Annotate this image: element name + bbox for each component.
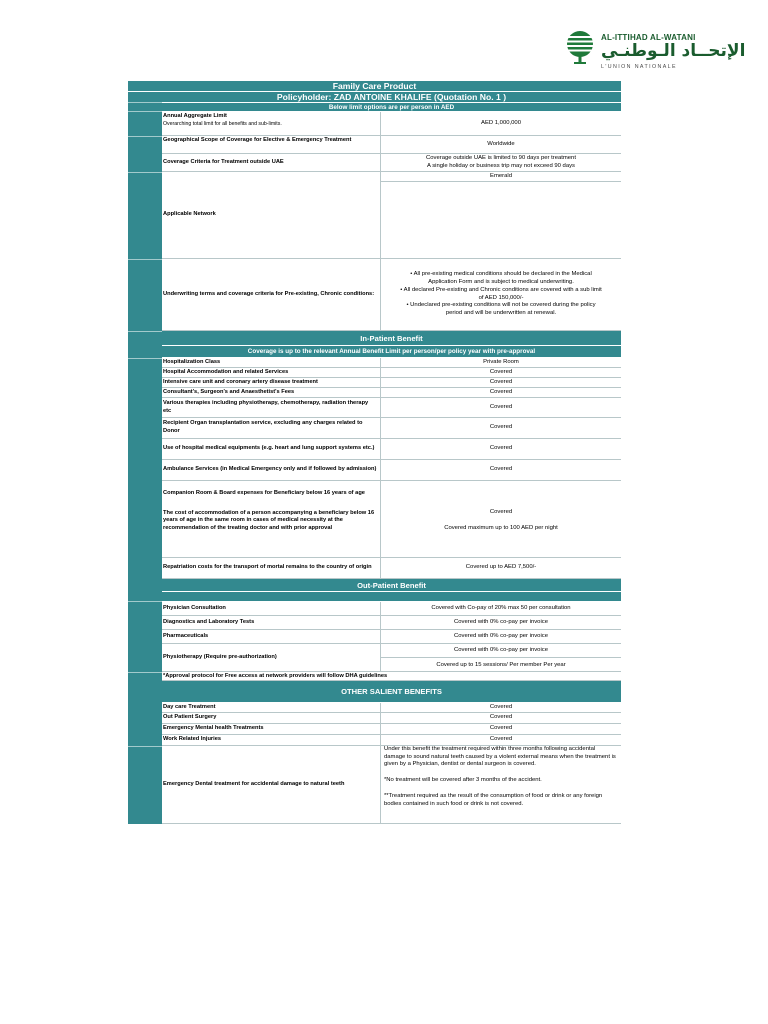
scope-label: Geographical Scope of Coverage for Elective & Emergency Treatment: [162, 136, 381, 153]
benefit-label: Hospitalization Class: [162, 358, 381, 367]
benefit-label: Use of hospital medical equipments (e.g. heart and lung support systems etc.): [162, 439, 381, 459]
other-benefits-title: OTHER SALIENT BENEFITS: [162, 681, 621, 703]
physiotherapy-value-1: Covered with 0% co-pay per invoice: [381, 644, 621, 658]
benefit-value: Covered: [489, 424, 513, 431]
limit-note: Below limit options are per person in AED: [162, 103, 621, 112]
underwriting-line: • Undeclared pre-existing conditions will not be covered during the policy: [406, 302, 596, 309]
companion-label: Companion Room & Board expenses for Beneficiary below 16 years of age: [163, 490, 365, 496]
benefit-label: Consultant's, Surgeon's and Anaesthetist's Fees: [162, 388, 381, 397]
benefit-label: Intensive care unit and coronary artery disease treatment: [162, 378, 381, 387]
benefit-value: Covered: [489, 403, 513, 410]
benefit-value: Covered: [489, 725, 513, 732]
policyholder-title: Policyholder: ZAD ANTOINE KHALIFE (Quotation No. 1 ): [162, 92, 621, 103]
logo-name-english: AL-ITTIHAD AL-WATANI: [601, 33, 696, 42]
benefit-value: Covered: [489, 445, 513, 452]
underwriting-label: Underwriting terms and coverage criteria for Pre-existing, Chronic conditions:: [162, 259, 381, 330]
table-row-aggregate: [162, 112, 621, 136]
table-row: [162, 703, 621, 713]
aggregate-value: AED 1,000,000: [481, 119, 521, 126]
benefit-value: Covered: [489, 703, 513, 710]
dental-text-3: **Treatment required as the result of the consumption of food or drink or any foreign bodies contained in such food or drink is not covered.: [384, 792, 603, 807]
accommodation-label: The cost of accommodation of a person accompanying a beneficiary below 16 years of age in the same room in cases of medical necessity at the recommendation of the treating doctor and with prior approval: [163, 509, 375, 531]
benefit-label: Day care Treatment: [162, 703, 381, 712]
table-row: [162, 378, 621, 388]
table-row: [162, 439, 621, 460]
outside-uae-value-2: A single holiday or business trip may not exceed 90 days: [426, 162, 575, 169]
dental-text-2: *No treatment will be covered after 3 months of the accident.: [384, 777, 542, 784]
table-row-underwriting: [162, 259, 621, 331]
logo-name-french: L'UNION NATIONALE: [601, 64, 677, 70]
table-sidebar: [128, 81, 162, 824]
logo-name-arabic: الإتحــاد الـوطنـي: [601, 41, 746, 61]
underwriting-line: • All declared Pre-existing and Chronic conditions are covered with a sub limit: [400, 286, 602, 293]
physiotherapy-label: Physiotherapy (Require pre-authorization): [162, 644, 381, 671]
table-row-repatriation: [162, 557, 621, 579]
outside-uae-label: Coverage Criteria for Treatment outside UAE: [162, 154, 381, 171]
outpatient-section-title: Out-Patient Benefit: [162, 579, 621, 592]
scope-value: Worldwide: [487, 140, 515, 147]
benefits-table: [128, 81, 621, 824]
table-row: [162, 368, 621, 378]
benefit-label: Various therapies including physiotherapy, chemotherapy, radiation therapy etc: [162, 398, 381, 417]
benefit-value: Covered: [489, 368, 513, 375]
company-logo: [565, 30, 746, 74]
table-row: [162, 388, 621, 398]
benefit-label: Pharmaceuticals: [162, 630, 381, 643]
table-row: [162, 630, 621, 644]
benefit-value: Covered with Co-pay of 20% max 50 per consultation: [431, 604, 571, 611]
aggregate-label: Annual Aggregate Limit: [163, 113, 227, 119]
benefit-label: Work Related Injuries: [162, 735, 381, 745]
benefit-value: Covered: [489, 378, 513, 385]
inpatient-section-title: In-Patient Benefit: [162, 331, 621, 346]
benefit-label: Diagnostics and Laboratory Tests: [162, 616, 381, 629]
benefit-value: Private Room: [483, 358, 519, 365]
repatriation-value: Covered up to AED 7,500/-: [465, 564, 537, 571]
outpatient-spacer-bar: [162, 592, 621, 602]
table-row-scope: [162, 136, 621, 154]
table-row: [162, 398, 621, 418]
benefit-label: Emergency Mental health Treatments: [162, 724, 381, 734]
benefit-value: Covered: [489, 466, 513, 473]
outside-uae-value-1: Coverage outside UAE is limited to 90 days per treatment: [426, 154, 576, 161]
table-row: [162, 735, 621, 746]
table-row-dental: [162, 746, 621, 824]
table-row-physiotherapy: [162, 644, 621, 672]
tree-logo-icon: [565, 30, 595, 66]
underwriting-line: Application Form and is subject to medical underwriting.: [428, 279, 574, 286]
aggregate-sublabel: Overarching total limit for all benefits and sub-limits.: [163, 120, 282, 127]
table-row-companion: [162, 481, 621, 557]
benefit-value: Covered: [489, 388, 513, 395]
dental-label: Emergency Dental treatment for accidental damage to natural teeth: [162, 746, 381, 823]
underwriting-line: period and will be underwritten at renewal.: [445, 309, 557, 316]
companion-value: Covered: [489, 509, 513, 516]
accommodation-value: Covered maximum up to 100 AED per night: [444, 525, 558, 531]
approval-note: *Approval protocol for Free access at network providers will follow DHA guidelines: [162, 672, 621, 681]
underwriting-line: of AED 150,000/-: [478, 294, 524, 301]
table-row: [162, 460, 621, 481]
table-row: [162, 358, 621, 368]
benefit-label: Out Patient Surgery: [162, 713, 381, 723]
table-row-network: [162, 172, 621, 259]
benefit-value: Covered with 0% co-pay per invoice: [454, 632, 548, 639]
table-row: [162, 616, 621, 630]
underwriting-line: • All pre-existing medical conditions should be declared in the Medical: [410, 271, 592, 278]
dental-text-1: Under this benefit the treatment required within three months following accidental damage to sound natural teeth caused by a violent external means when the treatment is given by a Physician, dentist or dental surgeon is covered.: [384, 746, 616, 768]
benefit-label: Hospital Accommodation and related Services: [162, 368, 381, 377]
benefit-label: Ambulance Services (in Medical Emergency only and if followed by admission): [162, 460, 381, 480]
table-row: [162, 713, 621, 724]
table-row: [162, 724, 621, 735]
table-row: [162, 418, 621, 439]
physiotherapy-value-2: Covered up to 15 sessions/ Per member Per year: [436, 661, 566, 668]
table-row-outside-uae: [162, 154, 621, 172]
repatriation-label: Repatriation costs for the transport of mortal remains to the country of origin: [162, 558, 381, 578]
table-row: [162, 602, 621, 616]
network-label: Applicable Network: [162, 172, 381, 258]
benefit-value: Covered: [489, 736, 513, 743]
benefit-label: Recipient Organ transplantation service, excluding any charges related to Donor: [162, 418, 381, 438]
inpatient-subtitle: Coverage is up to the relevant Annual Benefit Limit per person/per policy year with pre-approval: [162, 346, 621, 358]
network-value: Emerald: [381, 172, 621, 182]
benefit-value: Covered with 0% co-pay per invoice: [454, 618, 548, 625]
benefit-value: Covered: [489, 714, 513, 721]
benefit-label: Physician Consultation: [162, 602, 381, 615]
product-title: Family Care Product: [128, 81, 621, 92]
